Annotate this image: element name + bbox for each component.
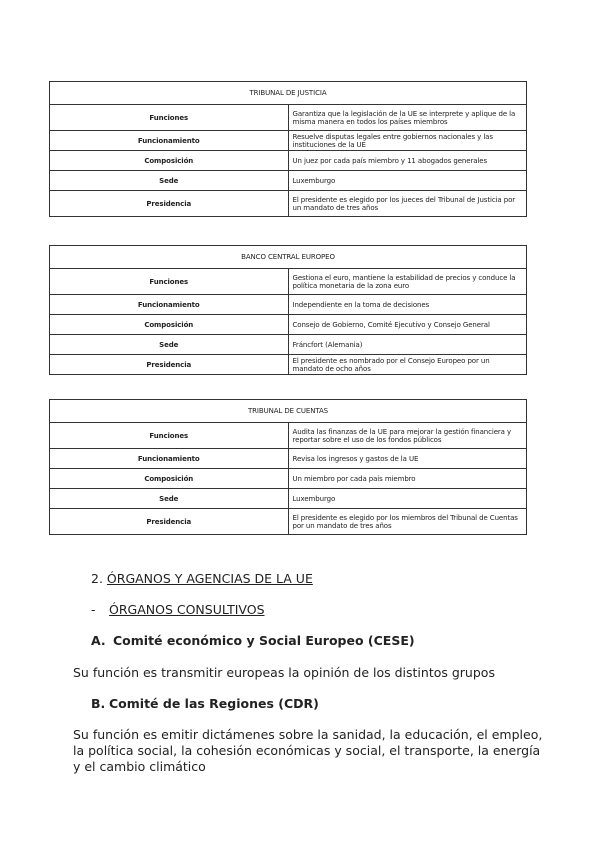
row-key: Sede: [50, 171, 289, 191]
row-key: Funcionamiento: [50, 131, 289, 151]
row-key: Composición: [50, 469, 289, 489]
row-value: Revisa los ingresos y gastos de la UE: [288, 449, 527, 469]
item-a-text: Su función es transmitir europeas la opinión de los distintos grupos: [73, 665, 495, 680]
subsection-heading: [91, 602, 265, 617]
row-value: Luxemburgo: [288, 489, 527, 509]
row-key: Funciones: [50, 423, 289, 449]
item-b-heading: [91, 696, 319, 711]
table-row: [50, 335, 527, 355]
table-row: [50, 269, 527, 295]
subsection-bullet: -: [91, 602, 96, 617]
row-value: El presidente es elegido por los miembros del Tribunal de Cuentas por un mandato de tres años: [288, 509, 527, 535]
row-key: Funcionamiento: [50, 449, 289, 469]
row-value: Un juez por cada país miembro y 11 abogados generales: [288, 151, 527, 171]
table-title: TRIBUNAL DE JUSTICIA: [50, 82, 527, 105]
item-b-title: Comité de las Regiones (CDR): [109, 696, 319, 711]
table-row: [50, 509, 527, 535]
item-a-heading: [91, 633, 415, 648]
row-key: Presidencia: [50, 191, 289, 217]
row-value: El presidente es nombrado por el Consejo Europeo por un mandato de ocho años: [288, 355, 527, 375]
table-row: [50, 151, 527, 171]
item-a-title: Comité económico y Social Europeo (CESE): [113, 633, 415, 648]
row-key: Funciones: [50, 105, 289, 131]
row-value: Gestiona el euro, mantiene la estabilidad de precios y conduce la política monetaria de la zona euro: [288, 269, 527, 295]
item-a-letter: A.: [91, 633, 106, 648]
row-value: El presidente es elegido por los jueces del Tribunal de Justicia por un mandato de tres años: [288, 191, 527, 217]
table-row: [50, 355, 527, 375]
table-row: [50, 423, 527, 449]
table-row: [50, 449, 527, 469]
row-value: Independiente en la toma de decisiones: [288, 295, 527, 315]
row-key: Funciones: [50, 269, 289, 295]
table-row: [50, 191, 527, 217]
section-title: ÓRGANOS Y AGENCIAS DE LA UE: [106, 571, 313, 586]
row-key: Presidencia: [50, 509, 289, 535]
section-heading: [91, 571, 313, 586]
table-tribunal-cuentas: [49, 399, 527, 535]
table-row: [50, 469, 527, 489]
table-row: [50, 295, 527, 315]
table-row: [50, 105, 527, 131]
row-key: Composición: [50, 315, 289, 335]
section-number: 2.: [91, 571, 103, 586]
item-b-letter: B.: [91, 696, 106, 711]
row-value: Un miembro por cada país miembro: [288, 469, 527, 489]
row-value: Resuelve disputas legales entre gobiernos nacionales y las instituciones de la UE: [288, 131, 527, 151]
table-title: TRIBUNAL DE CUENTAS: [50, 400, 527, 423]
table-title: BANCO CENTRAL EUROPEO: [50, 246, 527, 269]
row-value: Audita las finanzas de la UE para mejorar la gestión financiera y reportar sobre el uso de los fondos públicos: [288, 423, 527, 449]
row-key: Sede: [50, 489, 289, 509]
row-key: Composición: [50, 151, 289, 171]
row-value: Fráncfort (Alemania): [288, 335, 527, 355]
table-row: [50, 171, 527, 191]
row-value: Garantiza que la legislación de la UE se interprete y aplique de la misma manera en todos los países miembros: [288, 105, 527, 131]
table-row: [50, 131, 527, 151]
row-key: Sede: [50, 335, 289, 355]
table-row: [50, 315, 527, 335]
table-tribunal-justicia: [49, 81, 527, 217]
row-value: Consejo de Gobierno, Comité Ejecutivo y Consejo General: [288, 315, 527, 335]
row-key: Funcionamiento: [50, 295, 289, 315]
subsection-title: ÓRGANOS CONSULTIVOS: [109, 602, 265, 617]
row-key: Presidencia: [50, 355, 289, 375]
table-row: [50, 489, 527, 509]
item-b-text: Su función es emitir dictámenes sobre la sanidad, la educación, el empleo, la política social, la cohesión económicas y social, el transporte, la energía y el cambio climático: [73, 727, 543, 774]
row-value: Luxemburgo: [288, 171, 527, 191]
table-banco-central-europeo: [49, 245, 527, 375]
